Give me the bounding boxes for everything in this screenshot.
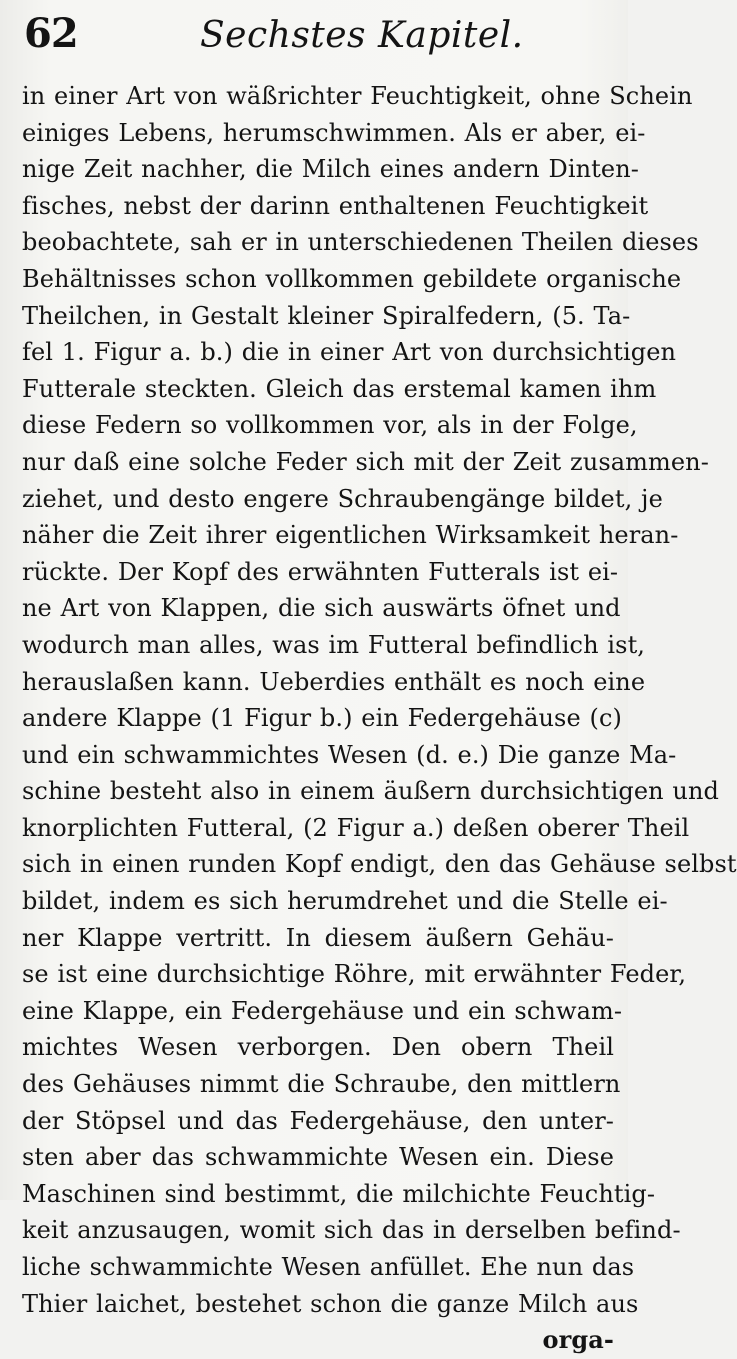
- text-line: der Stöpsel und das Federgehäuse, den unter-: [22, 1106, 614, 1135]
- text-line: rückte. Der Kopf des erwähnten Futterals ist ei-: [22, 557, 619, 586]
- text-line: liche schwammichte Wesen anfüllet. Ehe nun das: [22, 1253, 635, 1281]
- running-head: Sechstes Kapitel.: [200, 15, 524, 56]
- text-line: wodurch man alles, was im Futteral befindlich ist,: [22, 630, 646, 659]
- text-line: Theilchen, in Gestalt kleiner Spiralfedern, (5. Ta-: [22, 301, 631, 330]
- text-line: ner Klappe vertritt. In diesem äußern Gehäu-: [22, 923, 614, 952]
- text-line: näher die Zeit ihrer eigentlichen Wirksamkeit heran-: [22, 521, 679, 550]
- text-line: diese Federn so vollkommen vor, als in der Folge,: [22, 411, 638, 440]
- text-line: Futterale steckten. Gleich das erstemal kamen ihm: [22, 374, 657, 403]
- text-line: michtes Wesen verborgen. Den obern Theil: [22, 1033, 614, 1062]
- text-line: nige Zeit nachher, die Milch eines andern Dinten-: [22, 155, 639, 184]
- text-line: ne Art von Klappen, die sich auswärts öfnet und: [22, 594, 621, 623]
- text-line: sten aber das schwammichte Wesen ein. Diese: [22, 1143, 614, 1172]
- text-line: Behältnisses schon vollkommen gebildete organische: [22, 264, 682, 293]
- text-line: herauslaßen kann. Ueberdies enthält es noch eine: [22, 667, 646, 696]
- text-line: ziehet, und desto engere Schraubengänge bildet, je: [22, 484, 663, 513]
- text-line: sich in einen runden Kopf endigt, den das Gehäuse selbst: [22, 850, 737, 879]
- text-line: se ist eine durchsichtige Röhre, mit erwähnter Feder,: [22, 960, 687, 989]
- page-number: 62: [24, 10, 78, 57]
- body-text: [22, 78, 737, 1359]
- text-line: nur daß eine solche Feder sich mit der Zeit zusammen-: [22, 447, 709, 476]
- text-line: bildet, indem es sich herumdrehet und die Stelle ei-: [22, 887, 668, 916]
- text-line: in einer Art von wäßrichter Feuchtigkeit, ohne Schein: [22, 82, 693, 110]
- text-line: Thier laichet, bestehet schon die ganze Milch aus: [22, 1289, 639, 1318]
- text-line: eine Klappe, ein Federgehäuse und ein schwam-: [22, 996, 623, 1025]
- text-line: beobachtete, sah er in unterschiedenen Theilen dieses: [22, 228, 699, 257]
- text-line: einiges Lebens, herumschwimmen. Als er aber, ei-: [22, 118, 646, 147]
- text-line: knorplichten Futteral, (2 Figur a.) deßen oberer Theil: [22, 813, 690, 842]
- text-line: fel 1. Figur a. b.) die in einer Art von durchsichtigen: [22, 338, 677, 367]
- text-line: fisches, nebst der darinn enthaltenen Feuchtigkeit: [22, 191, 649, 220]
- catchword: orga-: [542, 1325, 614, 1355]
- page-header: [0, 8, 628, 66]
- text-line: und ein schwammichtes Wesen (d. e.) Die ganze Ma-: [22, 740, 677, 769]
- text-line: andere Klappe (1 Figur b.) ein Federgehäuse (c): [22, 704, 622, 733]
- text-line: Maschinen sind bestimmt, die milchichte Feuchtig-: [22, 1179, 656, 1208]
- text-line: schine besteht also in einem äußern durchsichtigen und: [22, 777, 719, 806]
- text-line: des Gehäuses nimmt die Schraube, den mittlern: [22, 1070, 621, 1099]
- text-line: keit anzusaugen, womit sich das in derselben befind-: [22, 1216, 681, 1245]
